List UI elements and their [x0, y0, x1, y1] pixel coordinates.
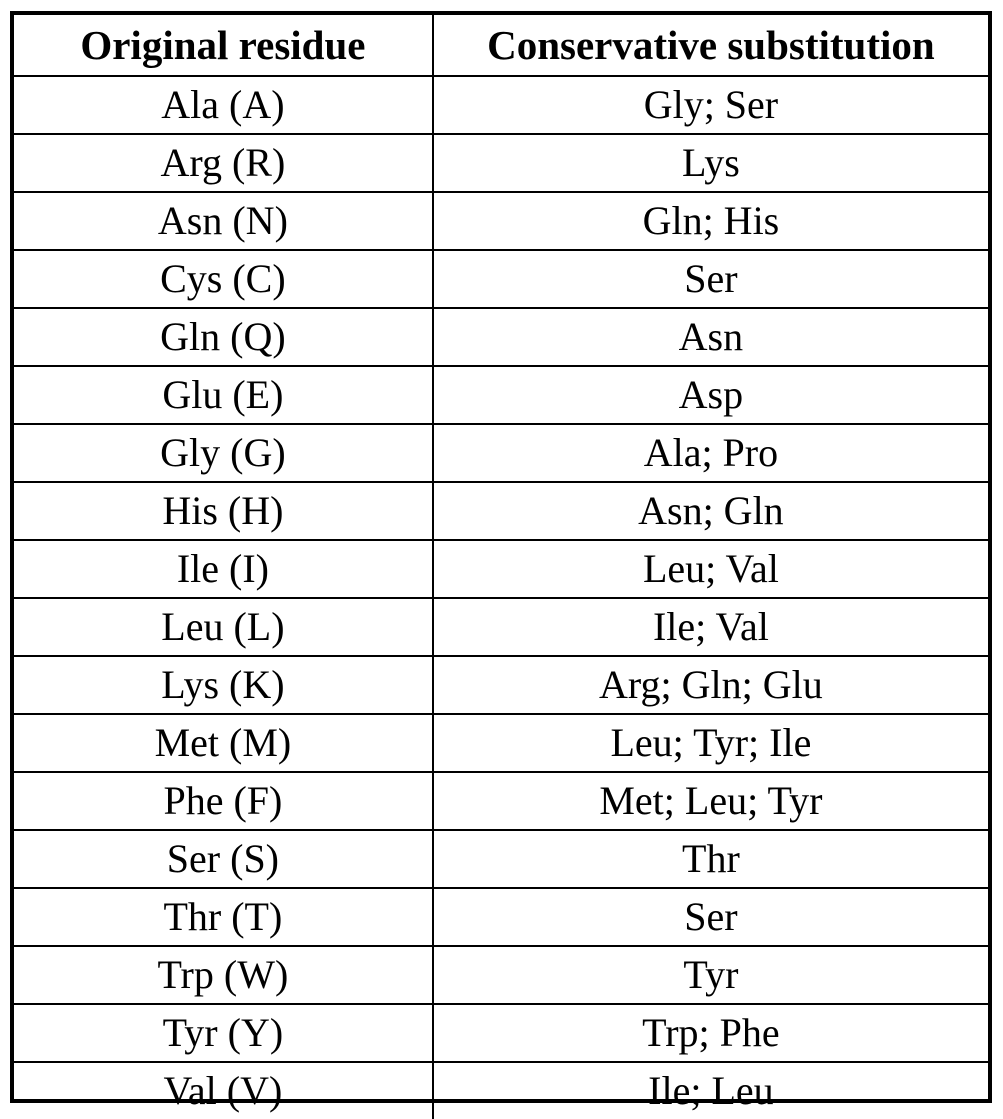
- substitution-cell: Ala; Pro: [433, 424, 988, 482]
- original-residue-cell: Gln (Q): [14, 308, 433, 366]
- original-residue-cell: Arg (R): [14, 134, 433, 192]
- substitution-cell: Trp; Phe: [433, 1004, 988, 1062]
- substitution-cell: Asn; Gln: [433, 482, 988, 540]
- substitution-cell: Lys: [433, 134, 988, 192]
- original-residue-cell: Met (M): [14, 714, 433, 772]
- substitution-cell: Ile; Leu: [433, 1062, 988, 1119]
- original-residue-cell: Lys (K): [14, 656, 433, 714]
- table-row: [14, 656, 988, 714]
- substitution-cell: Gln; His: [433, 192, 988, 250]
- table-row: [14, 830, 988, 888]
- original-residue-cell: Ser (S): [14, 830, 433, 888]
- table-row: [14, 250, 988, 308]
- substitution-cell: Arg; Gln; Glu: [433, 656, 988, 714]
- substitution-cell: Leu; Tyr; Ile: [433, 714, 988, 772]
- table-row: [14, 482, 988, 540]
- table-row: [14, 946, 988, 1004]
- original-residue-cell: Glu (E): [14, 366, 433, 424]
- header-original-residue: Original residue: [14, 15, 433, 76]
- substitution-cell: Ile; Val: [433, 598, 988, 656]
- table-row: [14, 424, 988, 482]
- original-residue-cell: Trp (W): [14, 946, 433, 1004]
- table-row: [14, 134, 988, 192]
- original-residue-cell: Cys (C): [14, 250, 433, 308]
- original-residue-cell: Phe (F): [14, 772, 433, 830]
- substitution-cell: Ser: [433, 250, 988, 308]
- table-row: [14, 76, 988, 134]
- original-residue-cell: Tyr (Y): [14, 1004, 433, 1062]
- table-body: [14, 76, 988, 1119]
- table-row: [14, 1062, 988, 1119]
- table-row: [14, 540, 988, 598]
- substitution-cell: Met; Leu; Tyr: [433, 772, 988, 830]
- table-row: [14, 1004, 988, 1062]
- original-residue-cell: Val (V): [14, 1062, 433, 1119]
- table-header-row: [14, 15, 988, 76]
- substitution-cell: Gly; Ser: [433, 76, 988, 134]
- original-residue-cell: Asn (N): [14, 192, 433, 250]
- original-residue-cell: Thr (T): [14, 888, 433, 946]
- substitution-cell: Thr: [433, 830, 988, 888]
- substitution-cell: Leu; Val: [433, 540, 988, 598]
- substitution-cell: Tyr: [433, 946, 988, 1004]
- substitution-table: [14, 15, 988, 1119]
- substitution-cell: Asp: [433, 366, 988, 424]
- substitution-table-frame: [10, 11, 992, 1113]
- table-row: [14, 714, 988, 772]
- table-row: [14, 598, 988, 656]
- table-row: [14, 772, 988, 830]
- substitution-cell: Ser: [433, 888, 988, 946]
- table-row: [14, 366, 988, 424]
- substitution-cell: Asn: [433, 308, 988, 366]
- original-residue-cell: Leu (L): [14, 598, 433, 656]
- original-residue-cell: Ile (I): [14, 540, 433, 598]
- table-row: [14, 192, 988, 250]
- table-row: [14, 308, 988, 366]
- original-residue-cell: Ala (A): [14, 76, 433, 134]
- table-row: [14, 888, 988, 946]
- header-conservative-substitution: Conservative substitution: [433, 15, 988, 76]
- original-residue-cell: Gly (G): [14, 424, 433, 482]
- original-residue-cell: His (H): [14, 482, 433, 540]
